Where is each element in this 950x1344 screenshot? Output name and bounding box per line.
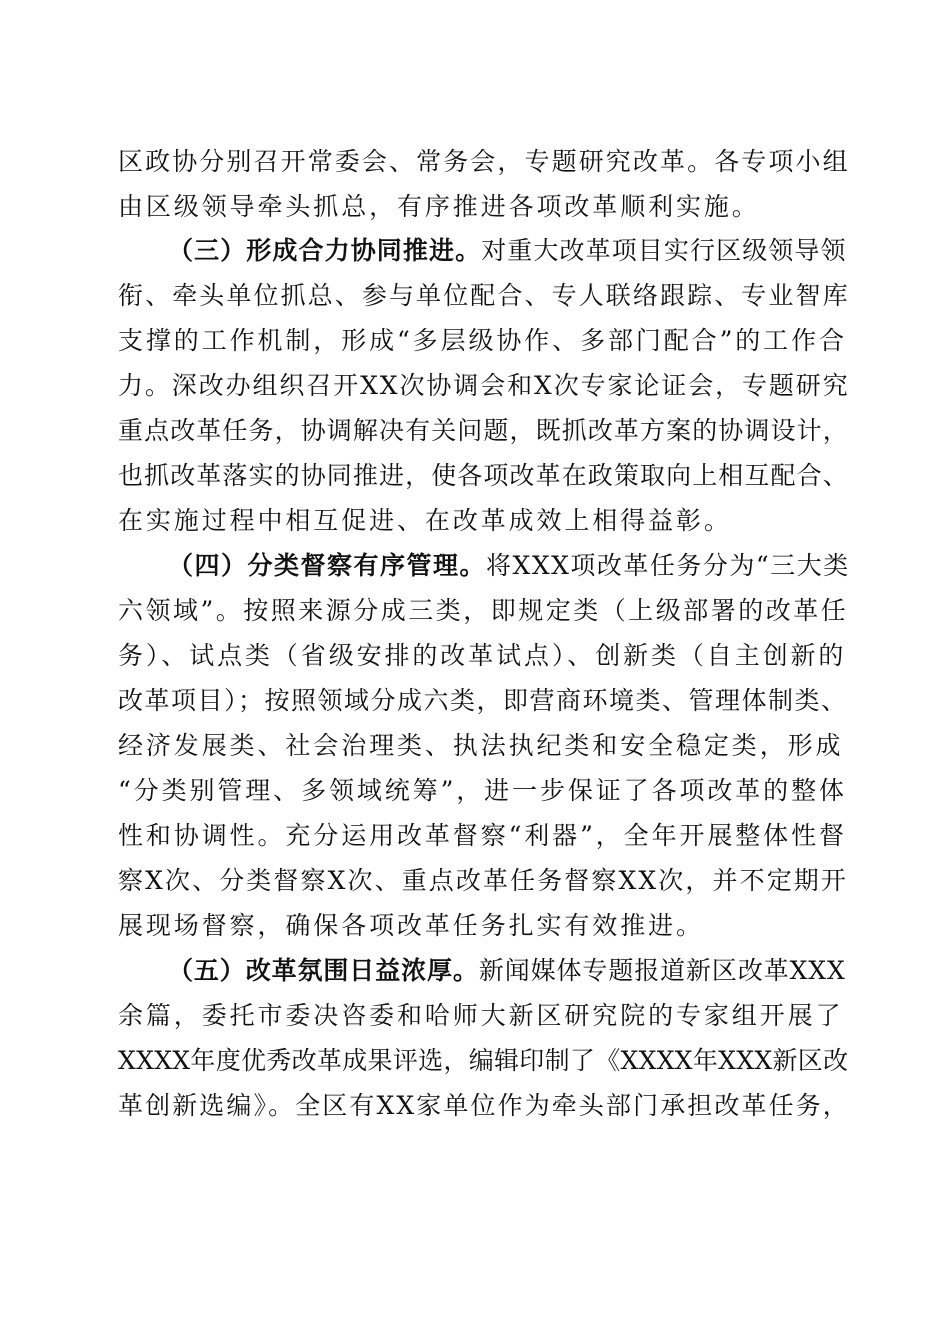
text-run: 将XXX项改革任务分为“三大类 <box>486 551 850 580</box>
text-line: 力。深改办组织召开XX次协调会和X次专家论证会，专题研究 <box>118 371 850 400</box>
text-line: 区政协分别召开常委会、常务会，专题研究改革。各专项小组 <box>118 147 850 176</box>
text-line: 余篇，委托市委决咨委和哈师大新区研究院的专家组开展了 <box>118 1001 844 1030</box>
paragraph-first-line <box>168 231 847 271</box>
paragraph-first-line <box>168 951 846 991</box>
text-line: 也抓改革落实的协同推进，使各项改革在政策取向上相互配合、 <box>118 461 849 490</box>
text-run: 新闻媒体专题报道新区改革XXX <box>478 956 846 985</box>
text-line: 在实施过程中相互促进、在改革成效上相得益彰。 <box>118 506 732 535</box>
text-line: XXXX年度优秀改革成果评选，编辑印制了《XXXX年XXX新区改 <box>118 1046 849 1075</box>
text-line: 由区级领导牵头抓总，有序推进各项改革顺利实施。 <box>118 192 760 221</box>
text-line: 重点改革任务，协调解决有关问题，既抓改革方案的协调设计， <box>118 416 849 445</box>
text-line: 革创新选编》。全区有XX家单位作为牵头部门承担改革任务， <box>118 1091 850 1120</box>
text-line: 改革项目）；按照领域分成六类，即营商环境类、管理体制类、 <box>118 686 848 715</box>
paragraph-first-line <box>168 546 850 586</box>
text-line: 衔、牵头单位抓总、参与单位配合、专人联络跟踪、专业智库 <box>118 281 850 310</box>
section-heading: （三）形成合力协同推进。 <box>168 236 482 265</box>
text-line: 支撑的工作机制，形成“多层级协作、多部门配合”的工作合 <box>118 326 847 355</box>
text-line: 展现场督察，确保各项改革任务扎实有效推进。 <box>118 911 704 940</box>
text-line: 经济发展类、社会治理类、执法执纪类和安全稳定类，形成 <box>118 731 844 760</box>
section-heading: （五）改革氛围日益浓厚。 <box>168 956 479 985</box>
section-heading: （四）分类督察有序管理。 <box>168 551 487 580</box>
text-line: 务）、试点类（省级安排的改革试点）、创新类（自主创新的 <box>118 641 847 670</box>
text-line: 性和协调性。充分运用改革督察“利器”，全年开展整体性督 <box>118 821 847 850</box>
text-run: 对重大改革项目实行区级领导领 <box>481 236 847 265</box>
text-line: 六领域”。按照来源分成三类，即规定类（上级部署的改革任 <box>118 596 849 625</box>
text-line: “分类别管理、多领域统筹”，进一步保证了各项改革的整体 <box>118 776 847 805</box>
text-line: 察X次、分类督察X次、重点改革任务督察XX次，并不定期开 <box>118 866 848 895</box>
